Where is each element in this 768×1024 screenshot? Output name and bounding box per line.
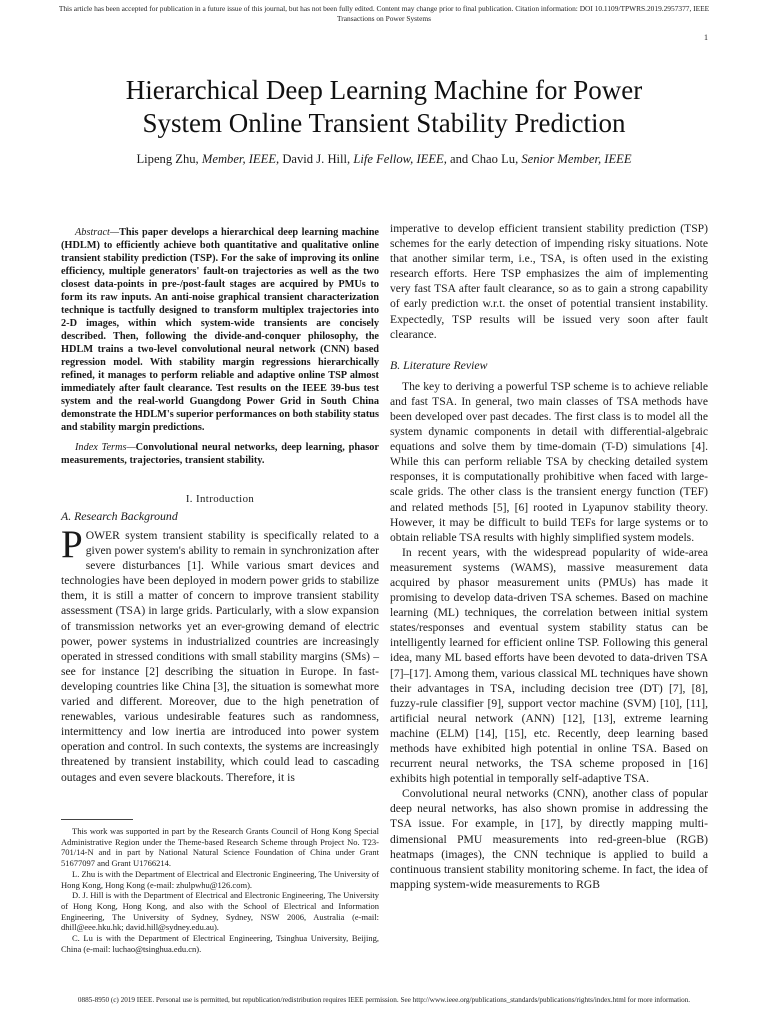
- subsection-heading-research-background: A. Research Background: [61, 509, 178, 523]
- footnote-author-lu: C. Lu is with the Department of Electrical Engineering, Tsinghua University, Beijing, China (e-mail: luchao@tsinghua.edu.cn).: [61, 933, 379, 954]
- footnote-funding: This work was supported in part by the Research Grants Council of Hong Kong Special Administrative Region under the Theme-based Research Scheme through Project No. T23-701/14-N and in part by National Natural Science Foundation of China under Grant 51677097 and Grant U1766214.: [61, 826, 379, 869]
- abstract-text: This paper develops a hierarchical deep learning machine (HDLM) to efficiently achieve both quantitative and qualitative online transient stability prediction (TSP). For the sake of improving its online efficiency, multiple generators' fault-on trajectories as well as the two closest data-points in pre-/post-fault stages are acquired by PMUs to form its raw inputs. An anti-noise graphical transient characterization technique is tactfully designed to transform multiplex trajectories into 2-D images, within which system-wide transients are concisely described. Then, following the divide-and-conquer philosophy, the HDLM trains a two-level convolutional neural network (CNN) based regression model. With stability margin regressions hierarchically refined, it manages to perform reliable and adaptive online TSP almost immediately after fault clearance. Test results on the IEEE 39-bus test system and the real-world Guangdong Power Grid in South China demonstrate the HDLM's superior performances on both stability status and stability margin predictions.: [61, 227, 379, 433]
- copyright-footer: 0885-8950 (c) 2019 IEEE. Personal use is permitted, but republication/redistribution requires IEEE permission. See http://www.ieee.org/publications_standards/publications/rights/index.html for more information.: [77, 996, 691, 1004]
- paper-title: [30, 74, 738, 140]
- intro-paragraph: [61, 523, 379, 785]
- footnotes: [61, 826, 379, 954]
- banner-line-2: Transactions on Power Systems: [337, 14, 431, 23]
- page-number: 1: [704, 33, 708, 42]
- title-line-2: System Online Transient Stability Prediction: [142, 108, 626, 138]
- index-terms: [61, 441, 379, 467]
- banner-line-1: This article has been accepted for publication in a future issue of this journal, but has not been fully edited. Content may change prior to final publication. Citation information: DOI 10.1109/TPWRS.2019.2957377, IEEE: [58, 4, 710, 13]
- section-heading-introduction: I. Introduction: [185, 493, 255, 505]
- publication-banner: [0, 4, 768, 24]
- abstract-label: Abstract—: [75, 227, 120, 238]
- footnote-author-hill: D. J. Hill is with the Department of Electrical and Electronic Engineering, The University of Hong Kong, Hong Kong, and also with the School of Electrical and Information Engineering, The University of Sydney, Sydney, NSW 2006, Australia (e-mail: dhill@eee.hku.hk; david.hill@sydney.edu.au).: [61, 890, 379, 933]
- footnote-author-zhu: L. Zhu is with the Department of Electrical and Electronic Engineering, The University of Hong Kong, Hong Kong (e-mail: zhulpwhu@126.com).: [61, 868, 379, 890]
- author-1: Lipeng Zhu,: [136, 152, 199, 166]
- literature-paragraph-2: In recent years, with the widespread popularity of wide-area measurement systems (WAMS), massive measurement data acquired by phasor measurement units (PMUs) has made it promising to develop data-driven TSA schemes. Based on machine learning (ML) techniques, the correlation between initial system states/responses and eventual system stability status can be intelligently learned for efficient online TSP. Following this general idea, many ML based efforts have been devoted to data-driven TSA [7]–[17]. Among them, various classical ML techniques have shown their advantages in TSA, including decision tree (DT) [7], [8], fuzzy-rule classifier [9], support vector machine (SVM) [10], [11], artificial neural network (ANN) [12], [13], extreme learning machine (ELM) [14], [15], etc. Recently, deep learning based methods have exhibited high potential in online TSA. Based on recurrent neural networks, the TSA scheme proposed in [16] exhibits high potential in temporally self-adaptive TSA.: [390, 545, 708, 786]
- author-1-role: Member, IEEE,: [201, 152, 280, 166]
- index-terms-label: Index Terms—: [75, 442, 136, 453]
- literature-paragraph-1: The key to deriving a powerful TSP scheme is to achieve reliable and fast TSA. In general, two main classes of TSA methods have been developed over past decades. The first class is to model all the system dynamic components in detail with differential-algebraic equations and solve them by time-domain (T-D) simulations [4]. While this can perform reliable TSA by checking detailed system responses, it is computationally prohibitive when faced with large-scale grids. The other class is the transient energy function (TEF) and related methods [5], [6] rooted in Lyapunov stability theory. However, it may be difficult to build TEFs for large systems or to obtain reliable TSA results with highly simplified system models.: [390, 379, 708, 544]
- abstract: [61, 226, 379, 434]
- left-column: [61, 226, 379, 785]
- author-3-role: Senior Member, IEEE: [521, 152, 632, 166]
- author-2-role: Life Fellow, IEEE,: [353, 152, 447, 166]
- intro-paragraph-text: OWER system transient stability is specifically related to a given power system's ability to remain in synchronization after severe disturbances [1]. While various smart devices and technologies have been deployed in modern power grids to stabilize them, it is still a matter of concern to improve transient stability assessment (TSA) in large grids. Particularly, with a slow expansion of transmission networks yet an ever-growing demand of electric power, power systems in industrialized countries are increasingly operated in stressed conditions with small stability margins (SMs) – see for instance [2] describing the situation in Europe. In fast-developing countries like China [3], the situation is somewhat more varied and different. Moreover, due to the high penetration of renewables, various undesirable features such as randomness, intermittency and low inertia are introduced into power system operation and control. In such contexts, the systems are increasingly threatened by transient instability, which could lead to cascading outages and even severe blackouts. Therefore, it is: [61, 529, 379, 784]
- index-terms-text: Convolutional neural networks, deep learning, phasor measurements, trajectories, transient stability.: [61, 442, 379, 466]
- subsection-heading-literature-review: B. Literature Review: [390, 357, 488, 372]
- right-column: [390, 221, 708, 892]
- author-2: David J. Hill,: [282, 152, 351, 166]
- continued-paragraph: imperative to develop efficient transient stability prediction (TSP) schemes for the early detection of impending risky situations. Note that another similar term, i.e., TSA, is often used in the existing research efforts. Here TSP emphasizes the aim of implementing very fast TSA after fault clearance, so as to gain a strong capability of early prediction w.r.t. the onset of potential transient instability. Expectedly, TSP results will be issued very soon after fault clearance.: [390, 222, 708, 341]
- title-line-1: Hierarchical Deep Learning Machine for Power: [125, 75, 643, 105]
- footnote-divider: [61, 819, 133, 820]
- literature-paragraph-3: Convolutional neural networks (CNN), another class of popular deep neural networks, has also shown promise in addressing the TSA issue. For example, in [17], by directly mapping multi-dimensional PMU measurements into red-green-blue (RGB) heatmaps (images), the CNN technique is applied to build a continuous transient stability monitoring scheme. In fact, the idea of mapping system-wide measurements to RGB: [390, 787, 708, 891]
- author-3: and Chao Lu,: [450, 152, 519, 166]
- drop-cap: P: [61, 523, 83, 566]
- author-line: [30, 151, 738, 167]
